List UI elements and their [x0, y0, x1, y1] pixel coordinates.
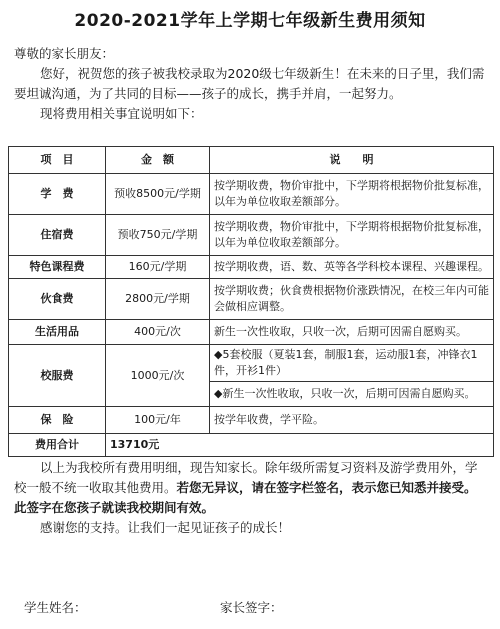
header-description: 说 明 [210, 147, 494, 174]
total-amount: 13710元 [106, 434, 494, 457]
fee-item: 特色课程费 [9, 256, 106, 279]
total-label: 费用合计 [9, 434, 106, 457]
closing-paragraph [14, 458, 486, 518]
fee-amount: 预收750元/学期 [106, 215, 210, 256]
closing-bold-text: 若您无异议，请在签字栏签名，表示您已知悉并接受。此签字在您孩子就读我校期间有效。 [14, 480, 477, 515]
fee-amount: 预收8500元/学期 [106, 174, 210, 215]
table-row-total [9, 434, 494, 457]
fee-table-header [9, 147, 494, 174]
fee-item: 伙食费 [9, 279, 106, 320]
closing-text: 以上为我校所有费用明细，现告知家长。除年级所需复习资料及游学费用外，学校一般不统一收取其他费用。 [14, 460, 478, 495]
fee-description: 按学期收费，物价审批中，下学期将根据物价批复标准，以年为单位收取差额部分。 [210, 215, 494, 256]
table-row [9, 320, 494, 345]
parent-signature-label: 家长签字： [220, 600, 283, 615]
fee-item: 生活用品 [9, 320, 106, 345]
student-name-label: 学生姓名： [24, 600, 87, 615]
closing-thanks: 感谢您的支持。让我们一起见证孩子的成长！ [40, 520, 291, 535]
fee-item: 学 费 [9, 174, 106, 215]
fee-item: 保 险 [9, 407, 106, 434]
fee-description: 按学期收费，物价审批中，下学期将根据物价批复标准，以年为单位收取差额部分。 [210, 174, 494, 215]
fee-amount: 100元/年 [106, 407, 210, 434]
fee-description: 按学年收费，学平险。 [210, 407, 494, 434]
document-title: 2020-2021学年上学期七年级新生费用须知 [74, 11, 426, 31]
intro-note: 现将费用相关事宜说明如下： [40, 106, 203, 121]
intro-paragraph: 您好，祝贺您的孩子被我校录取为2020级七年级新生！在未来的日子里，我们需要坦诚沟通，为了共同的目标——孩子的成长，携手并肩，一起努力。 [14, 66, 485, 101]
fee-amount: 2800元/学期 [106, 279, 210, 320]
table-row [9, 174, 494, 215]
fee-item: 住宿费 [9, 215, 106, 256]
header-amount: 金 额 [106, 147, 210, 174]
fee-table [8, 146, 494, 457]
header-item: 项 目 [9, 147, 106, 174]
table-row [9, 279, 494, 320]
table-row [9, 215, 494, 256]
fee-amount: 400元/次 [106, 320, 210, 345]
table-row [9, 407, 494, 434]
table-row [9, 256, 494, 279]
fee-description: 按学期收费，语、数、英等各学科校本课程、兴趣课程。 [210, 256, 494, 279]
fee-description: 按学期收费；伙食费根据物价涨跌情况，在校三年内可能会做相应调整。 [210, 279, 494, 320]
fee-amount: 1000元/次 [106, 345, 210, 407]
table-row [9, 345, 494, 407]
fee-amount: 160元/学期 [106, 256, 210, 279]
uniform-set-note: ◆5套校服（夏装1套，制服1套，运动服1套，冲锋衣1件，开衫1件） [210, 345, 493, 382]
fee-description: 新生一次性收取，只收一次，后期可因需自愿购买。 [210, 320, 494, 345]
closing-section [0, 458, 500, 538]
fee-description [210, 345, 494, 407]
greeting: 尊敬的家长朋友： [14, 46, 115, 61]
fee-item: 校服费 [9, 345, 106, 407]
uniform-charge-note: ◆新生一次性收取，只收一次，后期可因需自愿购买。 [214, 387, 476, 400]
